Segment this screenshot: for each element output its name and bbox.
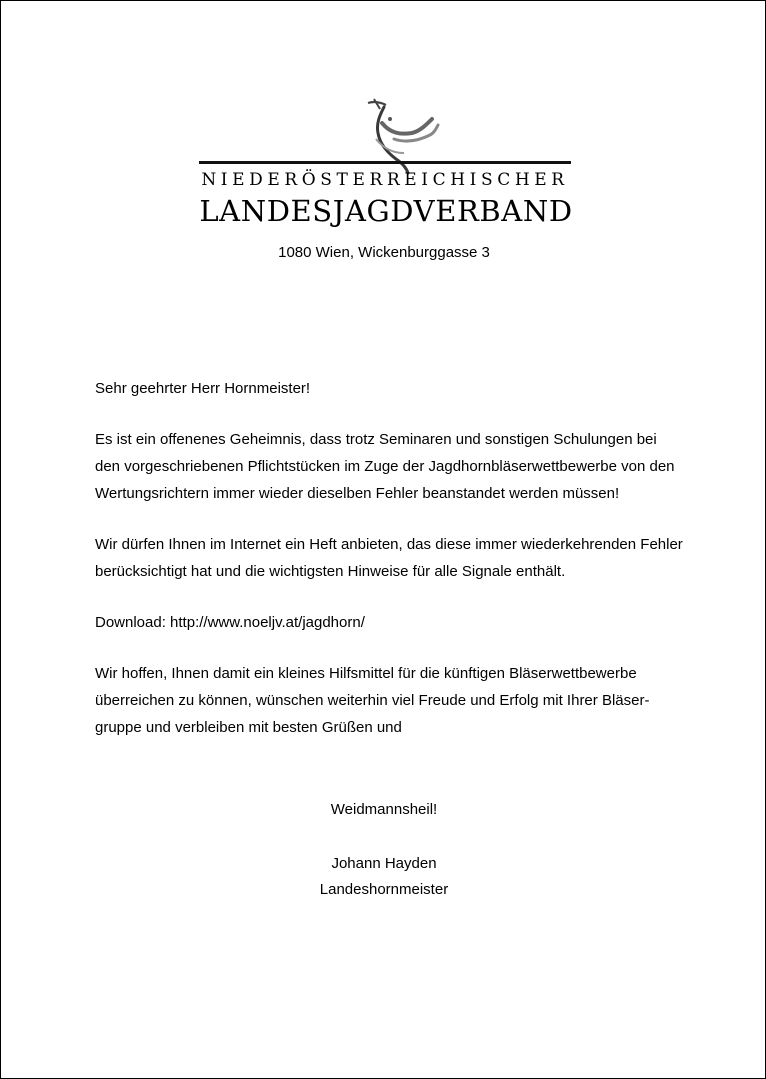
organization-region: NIEDERÖSTERREICHISCHER <box>201 170 569 190</box>
organization-name: LANDESJAGDVERBAND <box>199 194 573 228</box>
paragraph-intro: Es ist ein offenenes Geheimnis, dass trotz Seminaren und sonstigen Schulungen bei den vorgeschriebenen Pflichtstücken im Zuge der Jagdhornbläserwettbewerbe von den Wertungsrichtern immer wieder dieselben Fehler beanstandet werden müssen! <box>95 431 675 502</box>
greeting: Weidmannsheil! <box>330 801 438 818</box>
organization-address: 1080 Wien, Wickenburggasse 3 <box>278 244 490 261</box>
salutation: Sehr geehrter Herr Hornmeister! <box>95 380 311 397</box>
download-link-paragraph[interactable]: Download: http://www.noeljv.at/jagdhorn/ <box>95 614 365 631</box>
letter-closing <box>1 797 766 903</box>
letterhead <box>1 1 765 281</box>
paragraph-offer: Wir dürfen Ihnen im Internet ein Heft anbieten, das diese immer wiederkehrenden Fehler berücksichtigt hat und die wichtigsten Hinweise für alle Signale enthält. <box>95 536 683 580</box>
letterhead-rule <box>199 161 571 164</box>
paragraph-closing: Wir hoffen, Ihnen damit ein kleines Hilfsmittel für die künftigen Bläserwettbewerbe überreichen zu können, wünschen weiterhin viel Freude und Erfolg mit Ihrer Bläser-gruppe und verbleiben mit besten Grüßen und <box>95 665 650 736</box>
signer-title: Landeshornmeister <box>319 881 449 898</box>
letter-body <box>95 375 685 765</box>
signer-name: Johann Hayden <box>331 855 437 872</box>
